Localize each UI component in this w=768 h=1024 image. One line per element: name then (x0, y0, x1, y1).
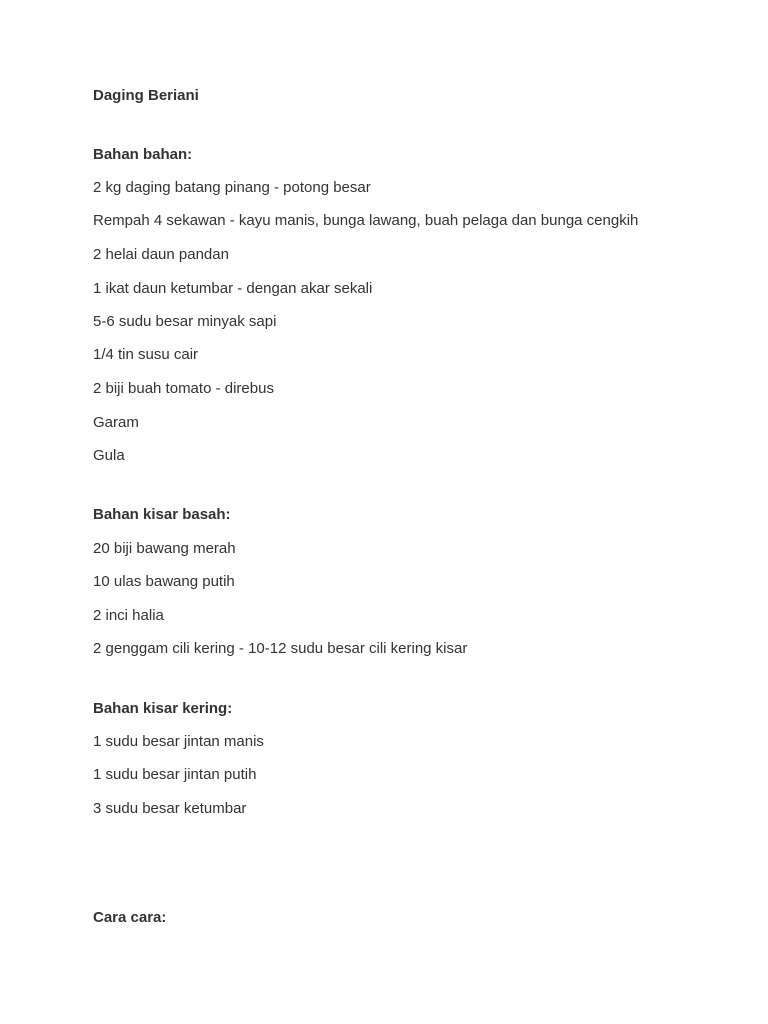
section-heading-kisar-kering: Bahan kisar kering: (93, 700, 233, 717)
ingredient-item: Garam (93, 414, 139, 431)
ingredient-item: 1/4 tin susu cair (93, 346, 199, 363)
ingredient-item: Rempah 4 sekawan - kayu manis, bunga lawang, buah pelaga dan bunga cengkih (93, 212, 639, 229)
recipe-title: Daging Beriani (93, 87, 199, 104)
section-heading-cara: Cara cara: (93, 909, 167, 926)
ingredient-item: 1 sudu besar jintan manis (93, 733, 264, 750)
ingredient-item: 1 ikat daun ketumbar - dengan akar sekali (93, 280, 373, 297)
section-heading-kisar-basah: Bahan kisar basah: (93, 506, 231, 523)
ingredient-item: 2 kg daging batang pinang - potong besar (93, 179, 371, 196)
ingredient-item: 2 inci halia (93, 607, 164, 624)
section-heading-bahan: Bahan bahan: (93, 146, 193, 163)
ingredient-item: 10 ulas bawang putih (93, 573, 235, 590)
ingredient-item: 20 biji bawang merah (93, 540, 236, 557)
ingredient-item: 3 sudu besar ketumbar (93, 800, 247, 817)
ingredient-item: 2 biji buah tomato - direbus (93, 380, 274, 397)
ingredient-item: 1 sudu besar jintan putih (93, 766, 257, 783)
ingredient-item: 2 helai daun pandan (93, 246, 229, 263)
ingredient-item: 5-6 sudu besar minyak sapi (93, 313, 277, 330)
ingredient-item: 2 genggam cili kering - 10-12 sudu besar cili kering kisar (93, 640, 468, 657)
ingredient-item: Gula (93, 447, 125, 464)
